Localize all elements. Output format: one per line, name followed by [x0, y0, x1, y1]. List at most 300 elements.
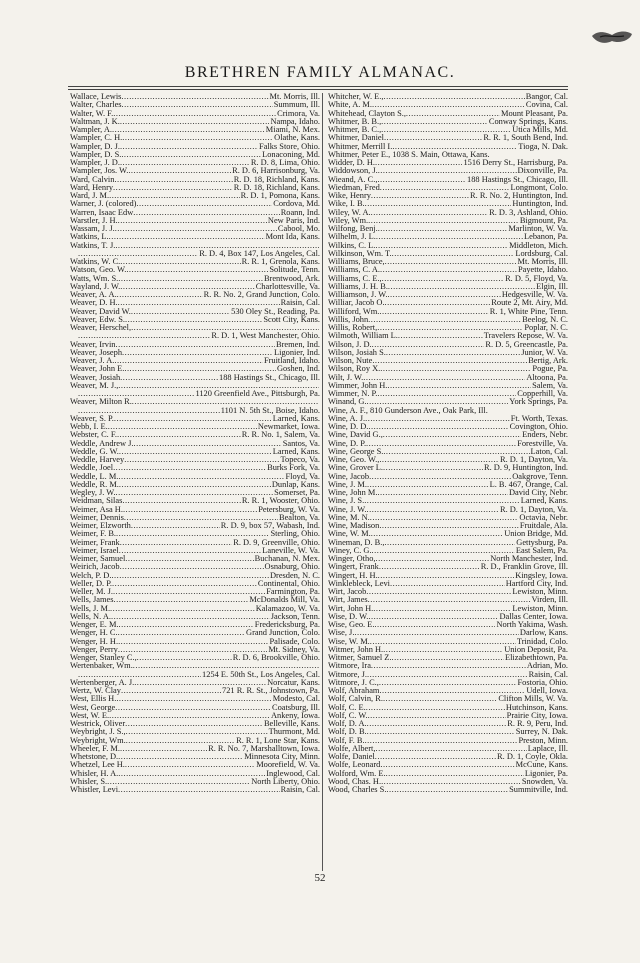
dot-leader: [119, 547, 261, 555]
entry-address: R. D. 9, Greenville, Ohio.: [233, 538, 320, 547]
entry-name: Wolf, C. W.: [328, 711, 368, 720]
dot-leader: [367, 398, 509, 406]
entry-address: Prairie City, Iowa.: [506, 711, 568, 720]
directory-entry: [328, 679, 568, 687]
dot-leader: [371, 192, 469, 200]
dot-leader: [78, 250, 198, 258]
directory-entry: [70, 473, 320, 481]
entry-name: Waltman, J. K.: [70, 117, 120, 126]
entry-name: Wampler, D. S.: [70, 150, 122, 159]
entry-address: Buchanan, N. Mex.: [254, 555, 320, 563]
dot-leader: [375, 242, 508, 250]
directory-entry: [328, 662, 568, 670]
entry-name: Watkins, W. C.: [70, 258, 121, 266]
entry-name: Wenger, H. C.: [70, 629, 118, 638]
entry-name: Wolf, C. E.: [328, 703, 366, 712]
dot-leader: [387, 382, 531, 390]
entry-name: Wine, Jacob: [328, 472, 370, 481]
directory-entry: [70, 126, 320, 134]
directory-entry: [70, 407, 320, 415]
directory-entry: [328, 695, 568, 703]
entry-address: 530 Oley St., Reading, Pa.: [231, 307, 320, 316]
entry-address: Burks Fork, Va.: [267, 464, 320, 473]
entry-name: Weaver, Herschel,: [70, 324, 132, 332]
directory-entry: [328, 514, 568, 522]
entry-address: Cordova, Md.: [273, 200, 320, 209]
dot-leader: [368, 613, 498, 621]
dot-leader: [78, 407, 220, 415]
entry-name: Wegley, J. W.: [70, 489, 116, 497]
entry-address: McDonalds Mill, Va.: [249, 596, 320, 605]
entry-address: 188 Hastings St., Chicago, Ill.: [219, 373, 320, 382]
dot-leader: [121, 151, 261, 159]
directory-entry: [328, 431, 568, 439]
entry-name: Warstler, J. H.: [70, 216, 118, 225]
directory-entry: [328, 275, 568, 283]
entry-name: Winey, C. G.: [328, 546, 372, 555]
dot-leader: [118, 638, 268, 646]
entry-address: Junior, W. Va.: [521, 348, 568, 357]
dot-leader: [126, 266, 268, 274]
entry-name: Warner, J. (colored): [70, 200, 137, 209]
dot-leader: [378, 572, 515, 580]
entry-address: R. D. 5, Greencastle, Pa.: [485, 340, 568, 349]
directory-entry: [70, 134, 320, 142]
entry-name: Weaver, Milton R.: [70, 398, 132, 407]
entry-name: Walter, Charles: [70, 101, 122, 110]
entry-name: Winger, Otho,: [328, 555, 376, 563]
directory-entry: [70, 728, 320, 736]
dot-leader: [116, 530, 269, 538]
entry-name: Weaver, John E.: [70, 365, 125, 374]
entry-address: 1516 Derry St., Harrisburg, Pa.: [463, 159, 568, 167]
dot-leader: [122, 349, 273, 357]
entry-name: Williams, C. E.,: [328, 274, 382, 283]
dot-leader: [132, 398, 319, 406]
entry-name: Watson, Geo. W.: [70, 266, 127, 275]
dot-leader: [378, 167, 517, 175]
entry-name: Walter, W. F.: [70, 109, 114, 118]
dot-leader: [114, 176, 232, 184]
entry-name: Webster, C. F.: [70, 431, 117, 440]
entry-name: Williford, Wm.: [328, 307, 380, 316]
directory-entry: [328, 522, 568, 530]
entry-name: Wampler, A.: [70, 126, 113, 134]
dot-leader: [109, 712, 270, 720]
entry-name: Wirt, John H.: [328, 604, 374, 613]
dot-leader: [78, 671, 201, 679]
directory-entry: [70, 555, 320, 563]
dot-leader: [113, 464, 266, 472]
entry-name: Weirich, Jacob: [70, 563, 120, 572]
entry-address: L. B. 467, Orange, Cal.: [489, 480, 568, 489]
directory-entry: [328, 572, 568, 580]
entry-address: Mt. Sidney, Va.: [268, 645, 320, 654]
entry-name: Wood, Chas. H.: [328, 777, 382, 786]
entry-name: Weddle, Harvey: [70, 456, 125, 464]
entry-address: Crimora, Va.: [277, 109, 320, 118]
entry-address: Beelog, N. C.: [522, 315, 568, 324]
dot-leader: [383, 695, 497, 703]
directory-entry: [328, 481, 568, 489]
dot-leader: [380, 761, 514, 769]
directory-entry: [70, 547, 320, 555]
entry-address: Roann, Ind.: [280, 208, 320, 217]
entry-name: Wine, J. M.: [328, 480, 367, 489]
directory-entry: [70, 341, 320, 349]
dot-leader: [369, 473, 511, 481]
dot-leader: [386, 770, 524, 778]
directory-entry: [328, 299, 568, 307]
dot-leader: [120, 118, 270, 126]
directory-entry: [328, 101, 568, 109]
entry-name: Whitmer, B. C.,: [328, 126, 382, 134]
directory-entry: [328, 596, 568, 604]
entry-address: Kingsley, Iowa.: [515, 571, 568, 580]
entry-address: Enders, Nebr.: [522, 431, 568, 440]
dot-leader: [118, 299, 280, 307]
entry-address: Octavia, Nebr.: [519, 513, 568, 522]
directory-entry: [70, 572, 320, 580]
directory-entry: [70, 687, 320, 695]
entry-address: 721 R. R. St., Johnstown, Pa.: [222, 687, 320, 695]
dot-leader: [377, 176, 466, 184]
directory-entry: [70, 357, 320, 365]
dot-leader: [365, 200, 512, 208]
dot-leader: [377, 324, 523, 332]
dot-leader: [117, 431, 241, 439]
dot-leader: [383, 448, 529, 456]
entry-address: R. D. 6, Harrisonburg, Va.: [232, 167, 320, 176]
directory-entry: [328, 638, 568, 646]
dot-leader: [126, 737, 235, 745]
dot-leader: [370, 638, 516, 646]
directory-entry: [328, 291, 568, 299]
entry-name: Wallace, Lewis: [70, 93, 122, 101]
entry-address: Copperhill, Va.: [517, 390, 568, 398]
dot-leader: [383, 646, 503, 654]
directory-entry: [328, 134, 568, 142]
entry-address: Gettysburg, Pa.: [516, 538, 568, 547]
directory-entry: [70, 258, 320, 266]
entry-address: R. R. 1, South Bend, Ind.: [483, 134, 568, 143]
directory-entry: [70, 110, 320, 118]
entry-name: Willis, John: [328, 315, 369, 324]
entry-address: Union Deposit, Pa.: [504, 645, 568, 654]
dot-leader: [133, 662, 319, 670]
entry-address: North Yakima, Wash.: [496, 621, 568, 629]
directory-entry: [328, 489, 568, 497]
entry-name: Wine, A. J.: [328, 414, 366, 423]
left-column: [70, 93, 320, 794]
directory-entry: [328, 423, 568, 431]
dot-leader: [119, 481, 271, 489]
entry-name: Whitcher, W. E.,: [328, 93, 384, 101]
entry-name: Whistler, Levi: [70, 786, 119, 794]
dot-leader: [118, 473, 284, 481]
entry-name: Whitmer, Daniel: [328, 134, 384, 143]
dot-leader: [118, 382, 319, 390]
entry-address: Farmington, Pa.: [266, 588, 320, 596]
directory-entry: [328, 539, 568, 547]
directory-entry: [70, 398, 320, 406]
dot-leader: [374, 621, 495, 629]
entry-name: Weimer, Elzworth: [70, 522, 131, 530]
entry-name: Wise, Geo. E.: [328, 621, 375, 629]
dot-leader: [78, 332, 210, 340]
entry-name: Weimer, Israel: [70, 546, 119, 555]
dot-leader: [386, 349, 520, 357]
directory-entry: [328, 415, 568, 423]
entry-address: Olathe, Kans.: [274, 134, 320, 143]
dot-leader: [367, 720, 507, 728]
entry-name: Wine, David G.,: [328, 431, 383, 440]
dot-leader: [372, 357, 527, 365]
dot-leader: [368, 217, 519, 225]
directory-entry: [328, 233, 568, 241]
entry-address: Covington, Ohio.: [509, 423, 568, 431]
entry-name: Wiedman, Fred: [328, 183, 380, 192]
directory-entry: [328, 720, 568, 728]
dot-leader: [120, 539, 233, 547]
directory-entry: [328, 266, 568, 274]
entry-name: Wieand, A. C.,: [328, 175, 378, 184]
directory-entry: [328, 563, 568, 571]
dot-leader: [385, 258, 517, 266]
entry-name: Weaver, David W.: [70, 307, 131, 316]
page-number: 52: [314, 872, 326, 884]
directory-entry: [328, 143, 568, 151]
entry-name: Ward, Calvin: [70, 175, 115, 184]
entry-name: Whitehead, Clayton S.,: [328, 109, 406, 118]
entry-address: R. D., Franklin Grove, Ill.: [480, 563, 568, 572]
entry-address: R. D. 1, Dayton, Va.: [499, 456, 568, 464]
entry-address: Goshen, Ind.: [276, 365, 320, 374]
entry-address: R. R. No. 7, Marshalltown, Iowa.: [208, 744, 320, 753]
directory-entry: [70, 522, 320, 530]
dot-leader: [119, 621, 254, 629]
entry-name: White, A. M.: [328, 101, 372, 110]
entry-address: Coatsburg, Ill.: [271, 703, 320, 712]
directory-entry: [328, 126, 568, 134]
entry-address: Lewiston, Minn.: [512, 588, 568, 596]
directory-entry: [70, 431, 320, 439]
entry-address: Thurmont, Md.: [268, 728, 320, 737]
entry-address: Longmont, Colo.: [510, 183, 568, 192]
directory-entry: [328, 93, 568, 101]
entry-name: Wilt, J. W.: [328, 373, 364, 382]
entry-name: Weaver, D. H.: [70, 299, 118, 308]
directory-entry: [70, 275, 320, 283]
entry-name: Wolfe, Daniel: [328, 753, 375, 761]
directory-entry: [328, 308, 568, 316]
entry-name: Wilmoth, William L.: [328, 332, 398, 341]
dot-leader: [134, 440, 282, 448]
directory-entry: [70, 192, 320, 200]
directory-entry: [328, 530, 568, 538]
entry-address: Elgin, Ill.: [536, 282, 568, 291]
directory-entry: [70, 415, 320, 423]
dot-leader: [368, 596, 531, 604]
dot-leader: [367, 728, 515, 736]
dot-leader: [375, 555, 489, 563]
directory-entry: [70, 316, 320, 324]
directory-entry: [70, 671, 320, 679]
directory-entry: [70, 580, 320, 588]
dot-leader: [118, 629, 245, 637]
directory-entry: [70, 629, 320, 637]
directory-entry: [328, 605, 568, 613]
directory-entry: [70, 605, 320, 613]
entry-name: Wise, W. M.: [328, 637, 370, 646]
dot-leader: [372, 547, 515, 555]
directory-entry: [70, 291, 320, 299]
dot-leader: [378, 225, 508, 233]
directory-entry: [328, 217, 568, 225]
entry-name: Watts, Wm. S.: [70, 274, 119, 283]
entry-address: Raisin, Cal.: [280, 786, 320, 794]
entry-name: Weaver, S. P.: [70, 414, 114, 423]
entry-name: Witmer, John H.: [328, 645, 384, 654]
directory-entry: [328, 753, 568, 761]
dot-leader: [380, 184, 510, 192]
directory-entry: [70, 242, 320, 250]
entry-name: Whitmer, Merrill I.: [328, 142, 393, 151]
entry-name: Witmore, J. C.,: [328, 678, 379, 687]
dot-leader: [376, 233, 523, 241]
entry-name: Wertz, W. Clay: [70, 687, 121, 695]
dot-leader: [108, 423, 257, 431]
entry-name: Wells, N. A.: [70, 612, 111, 621]
directory-entry: [70, 143, 320, 151]
entry-address: Inglewood, Cal.: [266, 769, 320, 778]
entry-address: Adrian, Mo.: [526, 662, 568, 671]
entry-name: Wike, I. B.: [328, 200, 365, 209]
dot-leader: [109, 192, 240, 200]
entry-address: Somerset, Pa.: [274, 489, 320, 497]
directory-entry: [70, 423, 320, 431]
entry-name: Wine, W. M.: [328, 530, 371, 539]
entry-name: West, George: [70, 703, 116, 712]
directory-entry: [328, 357, 568, 365]
entry-address: North Manchester, Ind.: [490, 555, 568, 563]
entry-name: Westrick, Oliver: [70, 720, 126, 728]
dot-leader: [115, 242, 319, 250]
dot-leader: [137, 654, 232, 662]
entry-name: Wine, George S.: [328, 447, 384, 456]
dot-leader: [121, 93, 268, 101]
dot-leader: [78, 390, 194, 398]
dot-leader: [134, 679, 266, 687]
entry-name: Watkins, L.: [70, 233, 109, 242]
dot-leader: [383, 431, 521, 439]
dot-leader: [386, 786, 508, 794]
entry-name: Wolford, Wm. E.: [328, 769, 386, 778]
entry-address: R. R. No. 2, Huntington, Ind.: [470, 192, 568, 200]
entry-address: R. D. 6, Brookville, Ohio.: [232, 654, 320, 662]
dot-leader: [118, 770, 265, 778]
dot-leader: [119, 448, 272, 456]
dot-leader: [385, 299, 491, 307]
directory-entry: [70, 349, 320, 357]
dot-leader: [379, 679, 517, 687]
directory-entry: [70, 613, 320, 621]
dot-leader: [371, 209, 489, 217]
entry-address: Lewiston, Minn.: [512, 604, 568, 613]
entry-address: Fredericksburg, Pa.: [254, 621, 320, 629]
entry-address: York Springs, Pa.: [509, 398, 568, 407]
dot-leader: [120, 563, 264, 571]
entry-address: Falks Store, Ohio.: [259, 142, 320, 151]
entry-address: Newmarket, Iowa.: [257, 423, 320, 431]
entry-name: Ward, J. M.: [70, 192, 110, 200]
dot-leader: [368, 712, 506, 720]
directory-entry: [70, 745, 320, 753]
entry-name: Wampler, C. H.: [70, 134, 123, 143]
entry-address: Bealton, Va.: [278, 513, 320, 522]
entry-address: Sterling, Ohio.: [270, 530, 320, 539]
entry-name: Witmore, Ira: [328, 662, 371, 671]
directory-entry: [70, 299, 320, 307]
entry-name: Weaver, M. J.,: [70, 381, 119, 390]
entry-address: Mount Pleasant, Pa.: [501, 109, 568, 118]
entry-address: Fruitdale, Ala.: [519, 522, 568, 530]
dot-leader: [380, 365, 531, 373]
entry-name: Wise, J.: [328, 629, 355, 638]
entry-name: Wenger, H. H.: [70, 637, 119, 646]
dot-leader: [118, 217, 267, 225]
entry-name: Wilkins, C. L.: [328, 241, 376, 250]
entry-name: Wingert, Frank: [328, 563, 379, 572]
directory-entry: [70, 374, 320, 382]
directory-entry: [70, 266, 320, 274]
entry-name: Weaver, Joseph: [70, 348, 123, 357]
entry-name: Wenger, E. M.: [70, 621, 119, 629]
dot-leader: [371, 662, 526, 670]
entry-address: 1120 Greenfield Ave., Pittsburgh, Pa.: [195, 390, 320, 398]
entry-name: Wassam, J. J.: [70, 225, 115, 233]
entry-address: Palisade, Colo.: [269, 637, 320, 646]
directory-entry: [328, 151, 568, 159]
directory-entry: [328, 200, 568, 208]
dot-leader: [116, 695, 271, 703]
entry-name: Weimer, Dennis: [70, 513, 124, 522]
entry-address: Ft. Worth, Texas.: [510, 414, 568, 423]
entry-address: R. R. No. 1, Salem, Va.: [241, 431, 320, 440]
entry-address: Hartford City, Ind.: [505, 579, 568, 588]
entry-address: Moorefield, W. Va.: [256, 761, 320, 770]
entry-name: Wine, A. F., 810 Gunderson Ave., Oak Park, Ill.: [328, 406, 488, 415]
entry-name: Willis, Robert,: [328, 324, 378, 332]
entry-address: Preston, Minn.: [518, 736, 568, 745]
directory-entry: [328, 778, 568, 786]
dot-leader: [366, 588, 511, 596]
entry-name: Whitmer, B. B.,: [328, 117, 382, 126]
entry-address: Elizabethtown, Pa.: [504, 654, 568, 662]
entry-name: Wine, D. P.: [328, 439, 367, 448]
entry-address: Floyd, Va.: [285, 472, 320, 481]
dot-leader: [131, 324, 319, 332]
directory-entry: [328, 242, 568, 250]
entry-address: Belleville, Kans.: [263, 720, 320, 728]
dot-leader: [392, 250, 515, 258]
entry-address: Virden, Ill.: [531, 596, 568, 605]
dot-leader: [122, 497, 240, 505]
dot-leader: [379, 456, 499, 464]
directory-columns: [70, 93, 568, 923]
entry-name: Weddle, R. M.: [70, 480, 119, 489]
entry-address: Oakgrove, Tenn.: [512, 472, 568, 481]
